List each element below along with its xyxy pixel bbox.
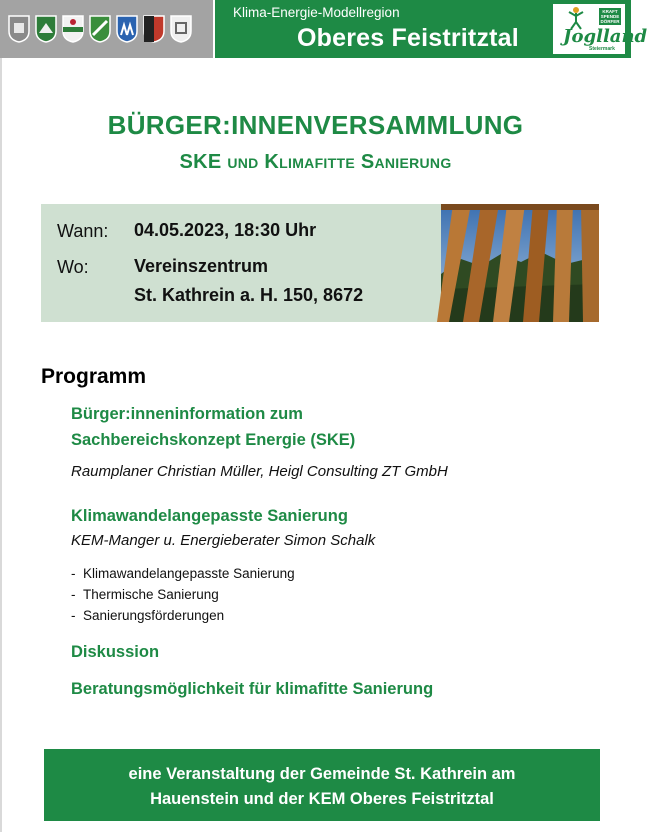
bullet-item: - Thermische Sanierung [71, 587, 219, 602]
crest-icon [89, 15, 111, 43]
crest-icon [116, 15, 138, 43]
when-value: 04.05.2023, 18:30 Uhr [134, 220, 317, 240]
page-title: BÜRGER:INNENVERSAMMLUNG [107, 110, 524, 140]
program-item-2-title: Klimawandelangepasste Sanierung [71, 507, 348, 525]
region-name: Oberes Feistritztal [297, 24, 519, 52]
header [0, 0, 647, 58]
logo-small-text: Steiermark [589, 46, 615, 52]
region-subtitle: Klima-Energie-Modellregion [233, 5, 400, 20]
where-line2: St. Kathrein a. H. 150, 8672 [134, 285, 364, 305]
program-item-2-speaker: KEM-Manger u. Energieberater Simon Schalk [71, 532, 376, 549]
when-label: Wann: [57, 221, 109, 241]
page-subtitle: SKE und Klimafitte Sanierung [179, 151, 452, 173]
logo-kraft-text: KRAFT SPENDE DÖRFER [600, 9, 620, 24]
crest-icon [8, 15, 30, 43]
crest-icon [35, 15, 57, 43]
wooden-facade-photo [441, 204, 599, 322]
program-heading: Programm [41, 365, 147, 388]
program-item-1-line-1: Bürger:inneninformation zum [71, 405, 303, 423]
footer-line-2: Hauenstein und der KEM Oberes Feistritztal [150, 790, 494, 808]
program-item-4: Beratungsmöglichkeit für klimafitte Sanierung [71, 680, 434, 698]
joglland-logo [553, 4, 647, 54]
where-line1: Vereinszentrum [134, 256, 269, 276]
municipality-crests [0, 0, 213, 58]
footer-line-1: eine Veranstaltung der Gemeinde St. Kathrein am [128, 765, 516, 783]
region-banner [215, 0, 647, 58]
left-rule [0, 58, 2, 832]
event-info-box [41, 204, 441, 322]
crest-icon [170, 15, 192, 43]
program-item-1-line-2: Sachbereichskonzept Energie (SKE) [71, 431, 356, 449]
program-item-1-speaker: Raumplaner Christian Müller, Heigl Consulting ZT GmbH [71, 463, 448, 480]
crest-icon [62, 15, 84, 43]
bullet-item: - Sanierungsförderungen [71, 608, 225, 623]
organizer-footer [44, 749, 600, 821]
program-item-3: Diskussion [71, 643, 160, 661]
bullet-item: - Klimawandelangepasste Sanierung [71, 566, 295, 581]
where-label: Wo: [57, 257, 89, 277]
crest-icon [143, 15, 165, 43]
photo-illustration [441, 204, 599, 322]
logo-wordmark: Joglland [563, 26, 647, 47]
